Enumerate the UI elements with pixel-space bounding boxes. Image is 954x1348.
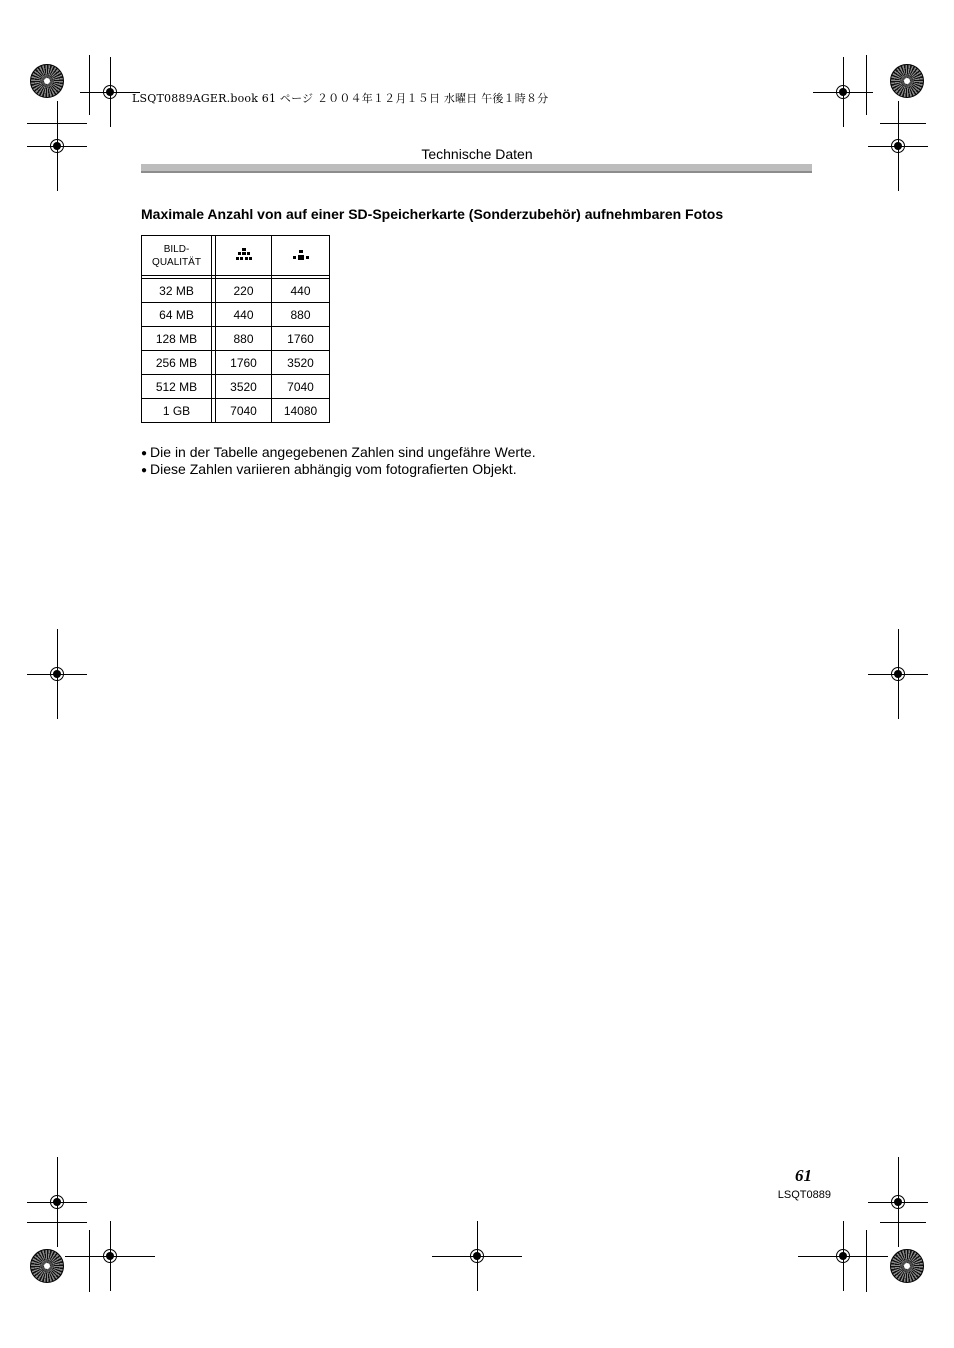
fine-count: 880 bbox=[216, 327, 272, 351]
registration-star-top-right bbox=[890, 64, 924, 98]
normal-count: 7040 bbox=[272, 375, 330, 399]
fine-count: 7040 bbox=[216, 399, 272, 423]
image-quality-label-line1: BILD- bbox=[163, 243, 190, 255]
crop-mark bbox=[880, 123, 926, 124]
quality-normal-header bbox=[272, 236, 330, 276]
table-row bbox=[142, 327, 330, 351]
page-number: 61 bbox=[795, 1166, 812, 1185]
crop-mark bbox=[866, 1230, 867, 1292]
crop-mark bbox=[880, 1222, 926, 1223]
table-row bbox=[142, 303, 330, 327]
bullet-icon: ● bbox=[141, 465, 148, 476]
fine-count: 3520 bbox=[216, 375, 272, 399]
image-quality-label-line2: QUALITÄT bbox=[152, 256, 201, 268]
quality-fine-icon bbox=[235, 248, 253, 260]
crop-mark bbox=[89, 1230, 90, 1292]
table-row bbox=[142, 351, 330, 375]
card-size: 1 GB bbox=[142, 399, 212, 423]
registration-star-bottom-right bbox=[890, 1249, 924, 1283]
fine-count: 1760 bbox=[216, 351, 272, 375]
normal-count: 14080 bbox=[272, 399, 330, 423]
table-row bbox=[142, 399, 330, 423]
normal-count: 1760 bbox=[272, 327, 330, 351]
note-item bbox=[141, 461, 517, 477]
print-file-info: LSQT0889AGER.book 61 ページ ２００４年１２月１５日 水曜日 午後１時８分 bbox=[132, 92, 549, 105]
note-item bbox=[141, 444, 536, 460]
card-size: 128 MB bbox=[142, 327, 212, 351]
document-code: LSQT0889 bbox=[777, 1189, 831, 1201]
quality-fine-header bbox=[216, 236, 272, 276]
image-quality-header bbox=[142, 236, 212, 276]
card-size: 64 MB bbox=[142, 303, 212, 327]
page-section-title: Technische Daten bbox=[421, 146, 533, 162]
fine-count: 220 bbox=[216, 279, 272, 303]
bullet-icon: ● bbox=[141, 448, 148, 459]
header-rule bbox=[141, 164, 812, 173]
normal-count: 3520 bbox=[272, 351, 330, 375]
note-text: Die in der Tabelle angegebenen Zahlen sind ungefähre Werte. bbox=[150, 444, 536, 460]
card-size: 32 MB bbox=[142, 279, 212, 303]
table-row bbox=[142, 375, 330, 399]
card-size: 512 MB bbox=[142, 375, 212, 399]
photo-capacity-table bbox=[141, 235, 330, 423]
quality-normal-icon bbox=[292, 248, 310, 260]
card-size: 256 MB bbox=[142, 351, 212, 375]
normal-count: 440 bbox=[272, 279, 330, 303]
fine-count: 440 bbox=[216, 303, 272, 327]
crop-mark bbox=[866, 55, 867, 115]
registration-star-bottom-left bbox=[30, 1249, 64, 1283]
normal-count: 880 bbox=[272, 303, 330, 327]
note-text: Diese Zahlen variieren abhängig vom fotografierten Objekt. bbox=[150, 461, 517, 477]
crop-mark bbox=[89, 55, 90, 115]
table-heading: Maximale Anzahl von auf einer SD-Speicherkarte (Sonderzubehör) aufnehmbaren Fotos bbox=[141, 206, 724, 222]
table-row bbox=[142, 279, 330, 303]
registration-star-top-left bbox=[30, 64, 64, 98]
